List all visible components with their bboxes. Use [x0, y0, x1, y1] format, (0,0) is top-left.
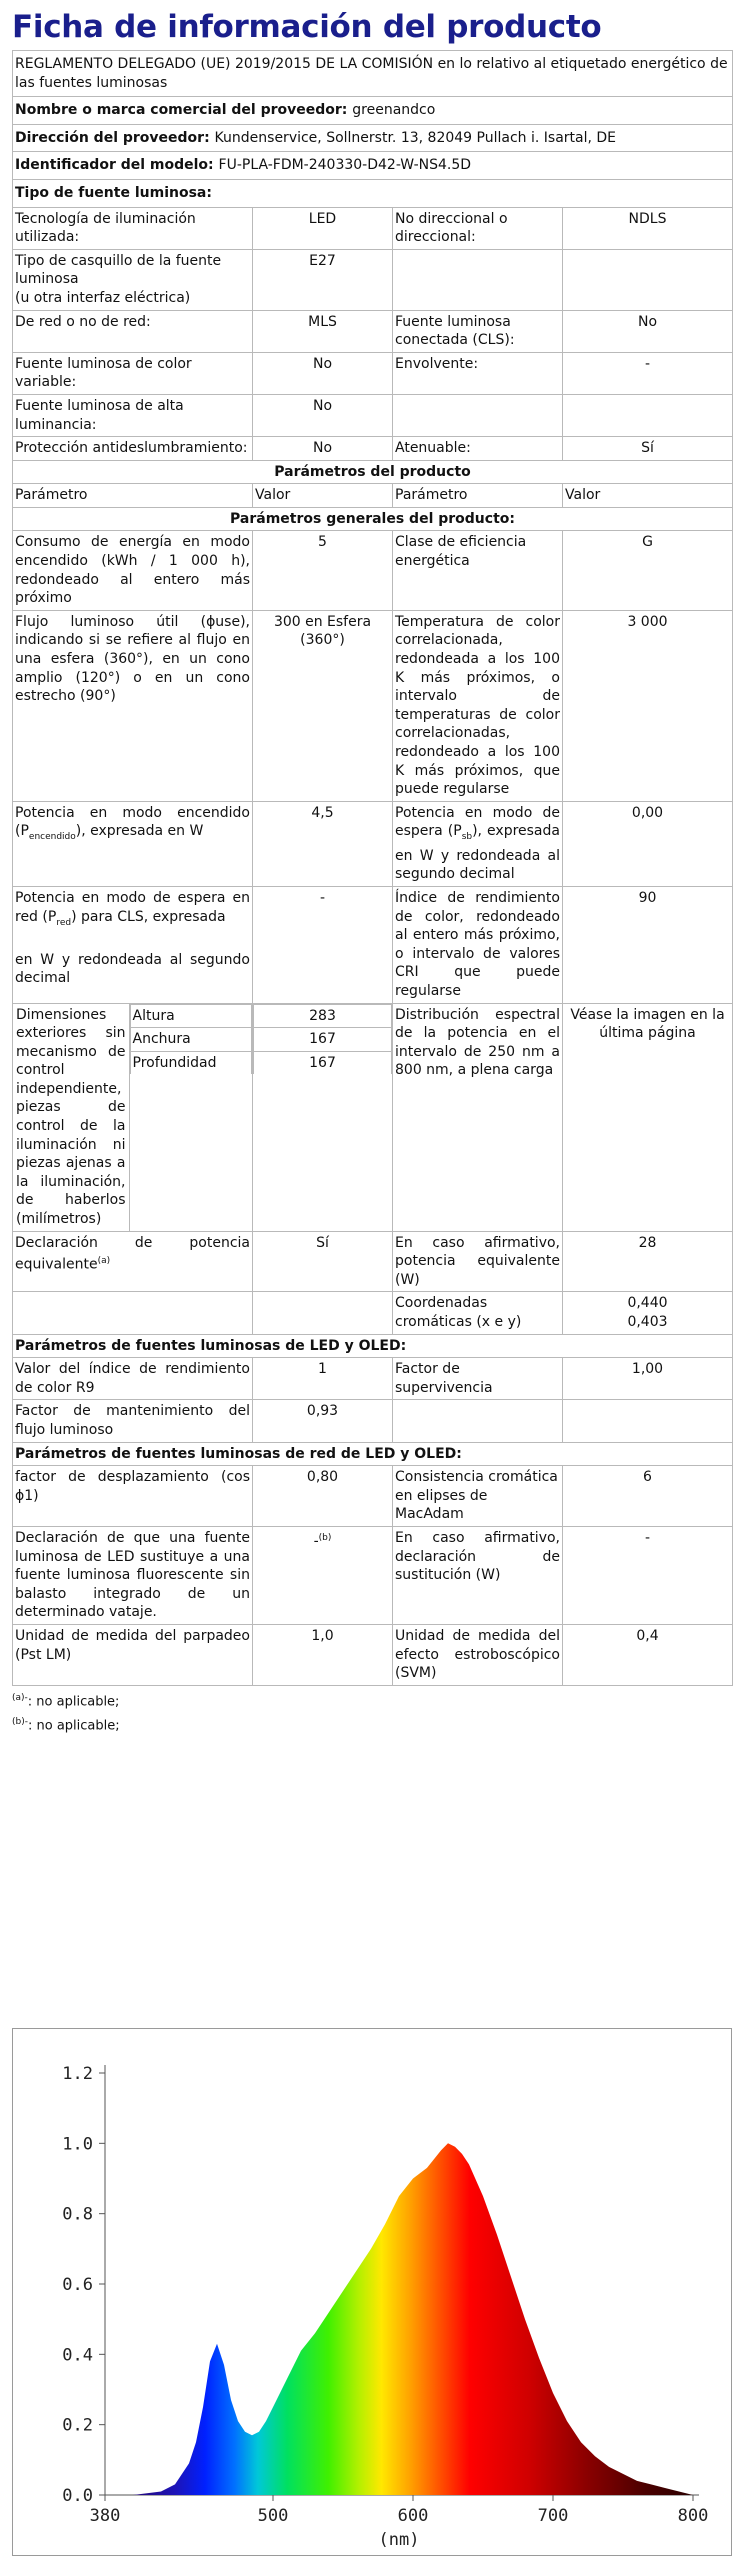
dimension-values [253, 1004, 392, 1075]
spectrum-area [105, 2143, 693, 2495]
x-tick-label: 800 [677, 2506, 709, 2526]
luminous-flux-label: Flujo luminoso útil (ɸuse), indicando si se refiere al flujo en una esfera (360°), en un cono amplio (120°) o en un cono estrecho (90°) [13, 610, 253, 801]
luminous-flux-value: 300 en Esfera (360°) [253, 610, 393, 801]
power-on-value: 4,5 [253, 801, 393, 886]
cri-label: Índice de rendimiento de color, redondeado al entero más próximo, o intervalo de valores CRI que puede regularse [393, 886, 563, 1003]
y-tick-label: 0.0 [62, 2486, 93, 2506]
chromaticity-value [563, 1292, 733, 1334]
x-tick-label: 500 [257, 2506, 289, 2526]
equiv-watt-label: En caso afirmativo, potencia equivalente (W) [393, 1231, 563, 1292]
chromaticity-x: 0,440 [627, 1295, 668, 1312]
r9-value: 1 [253, 1358, 393, 1400]
page-title: Ficha de información del producto [12, 9, 602, 45]
envelope-label: Envolvente: [393, 352, 563, 394]
replacement-label: Declaración de que una fuente luminosa de LED sustituye a una fuente luminosa fluorescente sin balasto integrado de un determinado vataje. [13, 1526, 253, 1624]
displacement-factor-value: 0,80 [253, 1466, 393, 1527]
led-params-header: Parámetros de fuentes luminosas de LED y OLED: [13, 1334, 733, 1358]
y-tick-label: 1.2 [62, 2064, 93, 2084]
mains-value: MLS [253, 310, 393, 352]
x-tick-label: 700 [537, 2506, 569, 2526]
cct-label: Temperatura de color correlacionada, redondeada a los 100 K más próximos, o intervalo de temperaturas de color correlacionadas, redondeado a los 100 K más próximos, que puede regularse [393, 610, 563, 801]
efficiency-class-label: Clase de eficiencia energética [393, 531, 563, 610]
chromaticity-y: 0,403 [627, 1314, 668, 1331]
anti-glare-value: No [253, 437, 393, 461]
y-tick-label: 1.0 [62, 2134, 93, 2155]
dim-depth-value: 167 [254, 1051, 392, 1074]
product-info-table [12, 50, 733, 1686]
replacement-value: -$^{(b)}$ [253, 1526, 393, 1624]
dim-width-label: Anchura [130, 1028, 252, 1052]
dim-depth-label: Profundidad [130, 1051, 252, 1074]
product-sheet [12, 4, 732, 1736]
directional-value: NDLS [563, 207, 733, 249]
chromaticity-label: Coordenadas cromáticas (x e y) [393, 1292, 563, 1334]
flicker-label: Unidad de medida del parpadeo (Pst LM) [13, 1624, 253, 1685]
equiv-power-value: Sí [253, 1231, 393, 1292]
equiv-power-label: Declaración de potencia equivalente$^{(a)}$ [13, 1231, 253, 1292]
dimmable-label: Atenuable: [393, 437, 563, 461]
dimension-list [130, 1004, 253, 1075]
spectrum-svg [13, 2029, 731, 2555]
spd-label: Distribución espectral de la potencia en el intervalo de 250 nm a 800 nm, a plena carga [393, 1003, 563, 1231]
high-luminance-value: No [253, 394, 393, 436]
stroboscopic-label: Unidad de medida del efecto estroboscópico (SVM) [393, 1624, 563, 1685]
high-luminance-label: Fuente luminosa de alta luminancia: [13, 394, 253, 436]
lumen-maintenance-label: Factor de mantenimiento del flujo luminoso [13, 1400, 253, 1442]
cct-value: 3 000 [563, 610, 733, 801]
replacement-watt-value: - [563, 1526, 733, 1624]
spectrum-chart [12, 2028, 732, 2556]
x-tick-label: 600 [397, 2506, 429, 2526]
equiv-watt-value: 28 [563, 1231, 733, 1292]
x-tick-label: 380 [89, 2506, 121, 2526]
model-id-label: Identificador del modelo: [15, 157, 214, 174]
cls-value: No [563, 310, 733, 352]
y-tick-label: 0.4 [62, 2345, 93, 2366]
colour-tunable-label: Fuente luminosa de color variable: [13, 352, 253, 394]
general-params-header: Parámetros generales del producto: [13, 507, 733, 531]
dim-width-value: 167 [254, 1028, 392, 1052]
macadam-label: Consistencia cromática en elipses de MacAdam [393, 1466, 563, 1527]
led-mains-params-header: Parámetros de fuentes luminosas de red de LED y OLED: [13, 1442, 733, 1466]
col-param-1: Parámetro [13, 484, 253, 508]
stroboscopic-value: 0,4 [563, 1624, 733, 1685]
footnote-a: $^{(a)-}$: no aplicable; [12, 1692, 120, 1710]
dimensions-cell [13, 1003, 253, 1231]
directional-label: No direccional o direccional: [393, 207, 563, 249]
col-param-2: Parámetro [393, 484, 563, 508]
x-axis-label: (nm) [378, 2530, 420, 2550]
spd-value: Véase la imagen en la última página [563, 1003, 733, 1231]
supplier-address-value: Kundenservice, Sollnerstr. 13, 82049 Pullach i. Isartal, DE [214, 129, 617, 146]
light-type-header: Tipo de fuente luminosa: [13, 179, 733, 207]
standby-value: 0,00 [563, 801, 733, 886]
survival-value: 1,00 [563, 1358, 733, 1400]
cap-type-label: Tipo de casquillo de la fuente luminosa [15, 252, 222, 288]
net-standby-label: Potencia en modo de espera en red $(P_{red})$ para CLS, expresada en W y redondeada al segundo decimal [13, 886, 253, 1003]
power-on-label: Potencia en modo encendido $(P_{encendido})$, expresada en W [13, 801, 253, 886]
dimensions-label: Dimensiones exteriores sin mecanismo de control independiente, piezas de control de la iluminación ni piezas ajenas a la iluminación, de haberlos (milímetros) [13, 1004, 129, 1231]
regulation-text: REGLAMENTO DELEGADO (UE) 2019/2015 DE LA COMISIÓN en lo relativo al etiquetado energético de las fuentes luminosas [13, 51, 733, 97]
y-tick-label: 0.2 [62, 2415, 93, 2436]
mains-label: De red o no de red: [13, 310, 253, 352]
product-params-header: Parámetros del producto [13, 460, 733, 484]
supplier-address-label: Dirección del proveedor: [15, 129, 210, 146]
cls-label: Fuente luminosa conectada (CLS): [393, 310, 563, 352]
model-id-row [13, 152, 733, 180]
tech-value: LED [253, 207, 393, 249]
y-tick-label: 0.8 [62, 2204, 93, 2225]
cap-type-label-2: (u otra interfaz eléctrica) [15, 289, 191, 306]
supplier-name-label: Nombre o marca comercial del proveedor: [15, 102, 348, 119]
efficiency-class-value: G [563, 531, 733, 610]
colour-tunable-value: No [253, 352, 393, 394]
envelope-value: - [563, 352, 733, 394]
cap-type-cell [13, 249, 253, 310]
dim-height-value: 283 [254, 1004, 392, 1028]
displacement-factor-label: factor de desplazamiento (cos ɸ1) [13, 1466, 253, 1527]
cap-type-value: E27 [253, 249, 393, 310]
footnote-b: $^{(b)-}$: no aplicable; [12, 1717, 120, 1734]
col-value-1: Valor [253, 484, 393, 508]
energy-label: Consumo de energía en modo encendido (kWh / 1 000 h), redondeado al entero más próximo [13, 531, 253, 610]
standby-label: Potencia en modo de espera $(P_{sb})$, expresada en W y redondeada al segundo decimal [393, 801, 563, 886]
supplier-name-row [13, 97, 733, 125]
energy-value: 5 [253, 531, 393, 610]
footnotes [12, 1688, 732, 1737]
net-standby-value: - [253, 886, 393, 1003]
macadam-value: 6 [563, 1466, 733, 1527]
y-tick-label: 0.6 [62, 2275, 93, 2295]
dim-height-label: Altura [130, 1004, 252, 1028]
cri-value: 90 [563, 886, 733, 1003]
supplier-name-value: greenandco [352, 102, 436, 119]
flicker-value: 1,0 [253, 1624, 393, 1685]
supplier-address-row [13, 124, 733, 152]
survival-label: Factor de supervivencia [393, 1358, 563, 1400]
replacement-watt-label: En caso afirmativo, declaración de sustitución (W) [393, 1526, 563, 1624]
lumen-maintenance-value: 0,93 [253, 1400, 393, 1442]
model-id-value: FU-PLA-FDM-240330-D42-W-NS4.5D [218, 157, 472, 174]
r9-label: Valor del índice de rendimiento de color R9 [13, 1358, 253, 1400]
dimmable-value: Sí [563, 437, 733, 461]
col-value-2: Valor [563, 484, 733, 508]
tech-label: Tecnología de iluminación utilizada: [13, 207, 253, 249]
anti-glare-label: Protección antideslumbramiento: [13, 437, 253, 461]
